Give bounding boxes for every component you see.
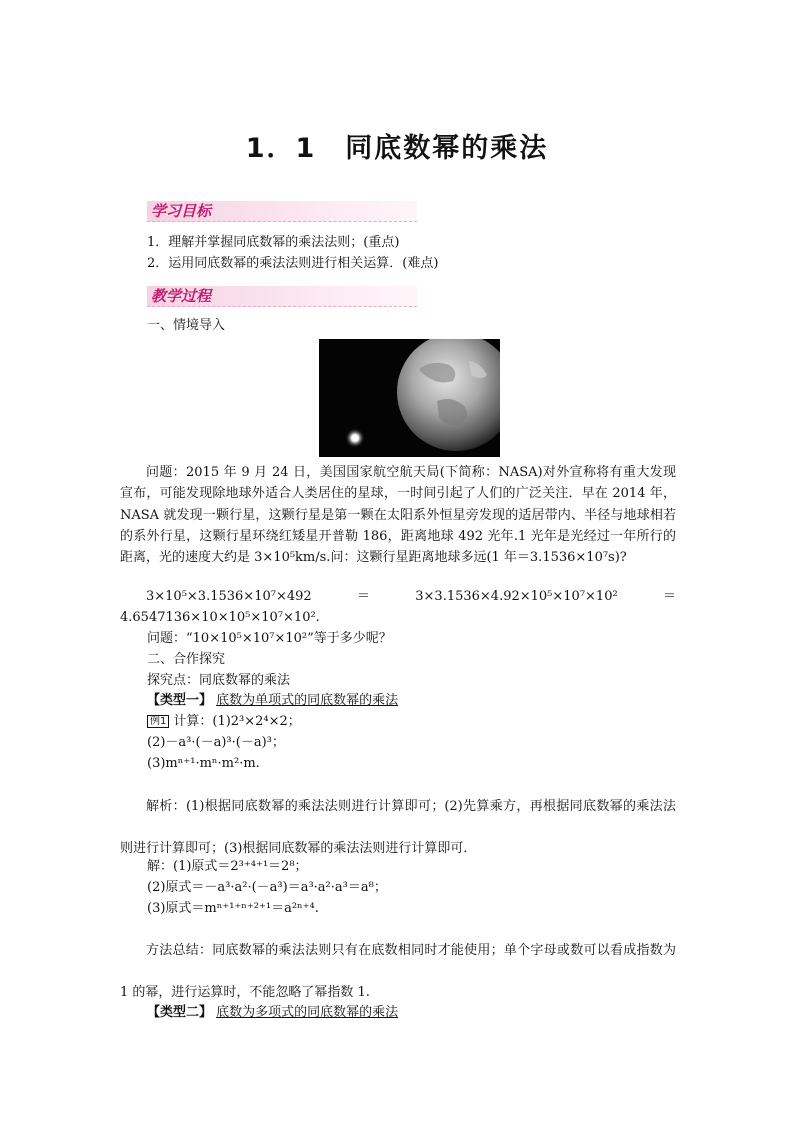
objectives-banner xyxy=(147,201,417,222)
planet-illustration xyxy=(319,339,500,457)
solution-line-3: (3)原式＝mⁿ⁺¹⁺ⁿ⁺²⁺¹＝a²ⁿ⁺⁴. xyxy=(147,901,319,916)
explore-point: 探究点：同底数幂的乘法 xyxy=(147,673,291,688)
solution-line-2: (2)原式＝－a³·a²·(－a³)＝a³·a²·a³＝a⁸； xyxy=(147,880,387,895)
solution-line-1: 解：(1)原式＝2³⁺⁴⁺¹＝2⁸； xyxy=(147,859,308,874)
type2-title: 底数为多项式的同底数幂的乘法 xyxy=(216,1005,399,1020)
calculation-1: 3×10⁵×3.1536×10⁷×492＝3×3.1536×4.92×10⁵×10⁷×10²＝4.6547136×10×10⁵×10⁷×10². xyxy=(120,589,676,626)
scenario-question: 问题：2015 年 9 月 24 日，美国国家航空航天局(下简称：NASA)对外宣称将有重大发现宣布，可能发现除地球外适合人类居住的星球，一时间引起了人们的广泛关注．早在 2014 年，NASA 就发现一颗行星，这颗行星是第一颗在太阳系外恒星旁发现的适居带内、半径与地球相若的系外行星，这颗行星环绕红矮星开普勒 186，距离地球 492 光年.1 光年是光经过一年所行的距离，光的速度大约是 3×10⁵km/s.问：这颗行星距离地球多远(1 年＝3.1536×10⁷s)? xyxy=(120,465,676,566)
example-1-line-3: (3)mⁿ⁺¹·mⁿ·m²·m. xyxy=(147,756,260,771)
objectives-heading: 学习目标 xyxy=(151,202,212,220)
page-title: 1．1 同底数幂的乘法 xyxy=(245,133,549,164)
analysis: 解析：(1)根据同底数幂的乘法法则进行计算即可；(2)先算乘方，再根据同底数幂的乘法法则进行计算即可；(3)根据同底数幂的乘法法则进行计算即可． xyxy=(120,799,676,856)
planet-photo xyxy=(319,339,500,457)
type2-heading xyxy=(147,1003,398,1023)
type1-label: 【类型一】 xyxy=(147,693,213,708)
process-heading: 教学过程 xyxy=(151,287,212,305)
process-banner xyxy=(147,286,417,307)
intro-heading: 一、情境导入 xyxy=(147,318,226,333)
method-summary: 方法总结：同底数幂的乘法法则只有在底数相同时才能使用；单个字母或数可以看成指数为 1 的幂，进行运算时，不能忽略了幂指数 1. xyxy=(120,943,676,1000)
question-2: 问题：“10×10⁵×10⁷×10²”等于多少呢？ xyxy=(147,631,392,646)
objective-1: 1．理解并掌握同底数幂的乘法法则；(重点) xyxy=(147,235,400,250)
objective-2: 2．运用同底数幂的乘法法则进行相关运算．(难点) xyxy=(147,256,439,271)
type1-heading xyxy=(147,691,398,711)
explore-heading: 二、合作探究 xyxy=(147,652,226,667)
example-badge: 例1 xyxy=(147,715,169,728)
example-1-line-1 xyxy=(147,712,301,732)
type1-title: 底数为单项式的同底数幂的乘法 xyxy=(216,693,399,708)
example-1-line-2: (2)－a³·(－a)³·(－a)³； xyxy=(147,735,285,750)
example-1-text: 计算：(1)2³×2⁴×2； xyxy=(173,714,301,729)
type2-label: 【类型二】 xyxy=(147,1005,213,1020)
